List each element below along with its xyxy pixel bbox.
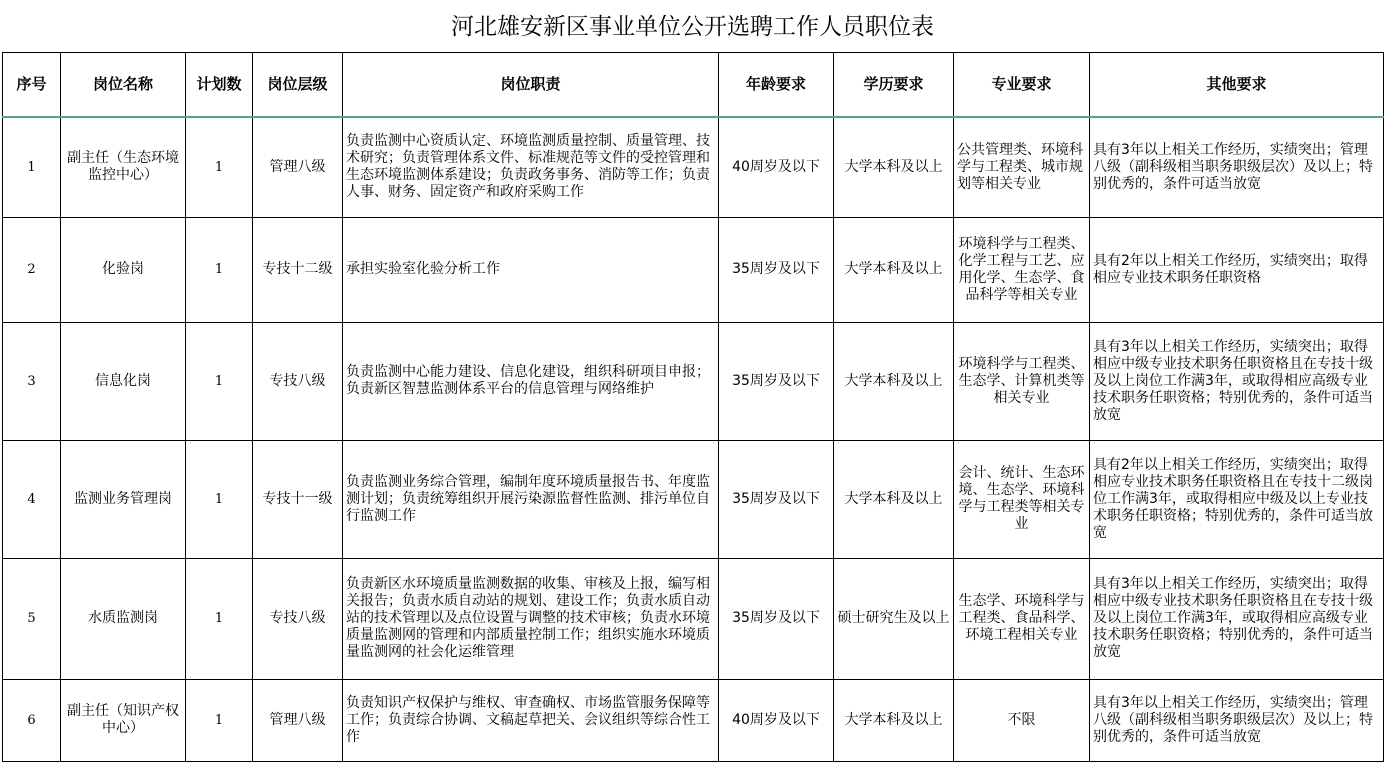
cell-major[interactable]: 公共管理类、环境科学与工程类、城市规划等相关专业	[954, 117, 1090, 217]
cell-position[interactable]: 监测业务管理岗	[61, 440, 186, 558]
cell-age[interactable]: 35周岁及以下	[719, 322, 834, 440]
cell-count[interactable]: 1	[186, 217, 253, 322]
cell-other[interactable]: 具有3年以上相关工作经历，实绩突出；取得相应中级专业技术职务任职资格且在专技十级及以上岗位工作满3年，或取得相应高级专业技术职务任职资格；特别优秀的，条件可适当放宽	[1090, 558, 1384, 679]
cell-edu[interactable]: 大学本科及以上	[834, 117, 954, 217]
cell-level[interactable]: 管理八级	[253, 679, 343, 761]
cell-age[interactable]: 40周岁及以下	[719, 679, 834, 761]
cell-other[interactable]: 具有3年以上相关工作经历，实绩突出；管理八级（副科级相当职务职级层次）及以上；特别优秀的，条件可适当放宽	[1090, 117, 1384, 217]
cell-duty[interactable]: 负责监测中心资质认定、环境监测质量控制、质量管理、技术研究；负责管理体系文件、标准规范等文件的受控管理和生态环境监测体系建设；负责政务事务、消防等工作；负责人事、财务、固定资产和政府采购工作	[343, 117, 719, 217]
header-position[interactable]: 岗位名称	[61, 53, 186, 118]
cell-other[interactable]: 具有3年以上相关工作经历，实绩突出；管理八级（副科级相当职务职级层次）及以上；特别优秀的，条件可适当放宽	[1090, 679, 1384, 761]
header-row	[3, 53, 1384, 118]
positions-table	[2, 52, 1384, 762]
cell-count[interactable]: 1	[186, 117, 253, 217]
cell-other[interactable]: 具有3年以上相关工作经历，实绩突出；取得相应中级专业技术职务任职资格且在专技十级及以上岗位工作满3年，或取得相应高级专业技术职务任职资格；特别优秀的，条件可适当放宽	[1090, 322, 1384, 440]
cell-position[interactable]: 信息化岗	[61, 322, 186, 440]
cell-count[interactable]: 1	[186, 679, 253, 761]
cell-edu[interactable]: 大学本科及以上	[834, 440, 954, 558]
header-no[interactable]: 序号	[3, 53, 61, 118]
table-row	[3, 558, 1384, 679]
cell-count[interactable]: 1	[186, 558, 253, 679]
cell-edu[interactable]: 大学本科及以上	[834, 217, 954, 322]
cell-position[interactable]: 化验岗	[61, 217, 186, 322]
header-duty[interactable]: 岗位职责	[343, 53, 719, 118]
cell-no[interactable]: 2	[3, 217, 61, 322]
cell-age[interactable]: 35周岁及以下	[719, 217, 834, 322]
table-row	[3, 440, 1384, 558]
cell-duty[interactable]: 负责监测业务综合管理，编制年度环境质量报告书、年度监测计划；负责统筹组织开展污染源监督性监测、排污单位自行监测工作	[343, 440, 719, 558]
cell-level[interactable]: 专技八级	[253, 558, 343, 679]
cell-position[interactable]: 副主任（生态环境监控中心）	[61, 117, 186, 217]
header-major[interactable]: 专业要求	[954, 53, 1090, 118]
cell-level[interactable]: 专技十一级	[253, 440, 343, 558]
cell-level[interactable]: 专技八级	[253, 322, 343, 440]
cell-count[interactable]: 1	[186, 322, 253, 440]
header-other[interactable]: 其他要求	[1090, 53, 1384, 118]
cell-major[interactable]: 环境科学与工程类、生态学、计算机类等相关专业	[954, 322, 1090, 440]
cell-position[interactable]: 副主任（知识产权中心）	[61, 679, 186, 761]
cell-duty[interactable]: 负责知识产权保护与维权、审查确权、市场监管服务保障等工作；负责综合协调、文稿起草把关、会议组织等综合性工作	[343, 679, 719, 761]
cell-major[interactable]: 不限	[954, 679, 1090, 761]
cell-no[interactable]: 4	[3, 440, 61, 558]
cell-position[interactable]: 水质监测岗	[61, 558, 186, 679]
header-count[interactable]: 计划数	[186, 53, 253, 118]
table-row	[3, 679, 1384, 761]
cell-edu[interactable]: 大学本科及以上	[834, 679, 954, 761]
table-row	[3, 117, 1384, 217]
cell-no[interactable]: 5	[3, 558, 61, 679]
cell-level[interactable]: 管理八级	[253, 117, 343, 217]
cell-major[interactable]: 生态学、环境科学与工程类、食品科学、环境工程相关专业	[954, 558, 1090, 679]
header-age[interactable]: 年龄要求	[719, 53, 834, 118]
cell-age[interactable]: 35周岁及以下	[719, 558, 834, 679]
table-row	[3, 217, 1384, 322]
cell-no[interactable]: 1	[3, 117, 61, 217]
cell-no[interactable]: 3	[3, 322, 61, 440]
cell-other[interactable]: 具有2年以上相关工作经历，实绩突出；取得相应专业技术职务任职资格且在专技十二级岗位工作满3年，或取得相应中级及以上专业技术职务任职资格；特别优秀的，条件可适当放宽	[1090, 440, 1384, 558]
cell-edu[interactable]: 硕士研究生及以上	[834, 558, 954, 679]
cell-age[interactable]: 35周岁及以下	[719, 440, 834, 558]
cell-age[interactable]: 40周岁及以下	[719, 117, 834, 217]
cell-count[interactable]: 1	[186, 440, 253, 558]
cell-duty[interactable]: 负责新区水环境质量监测数据的收集、审核及上报，编写相关报告；负责水质自动站的规划、建设工作；负责水质自动站的技术管理以及点位设置与调整的技术审核；负责水环境质量监测网的管理和内部质量控制工作；组织实施水环境质量监测网的社会化运维管理	[343, 558, 719, 679]
header-edu[interactable]: 学历要求	[834, 53, 954, 118]
cell-level[interactable]: 专技十二级	[253, 217, 343, 322]
cell-edu[interactable]: 大学本科及以上	[834, 322, 954, 440]
header-level[interactable]: 岗位层级	[253, 53, 343, 118]
cell-duty[interactable]: 负责监测中心能力建设、信息化建设，组织科研项目申报；负责新区智慧监测体系平台的信息管理与网络维护	[343, 322, 719, 440]
cell-major[interactable]: 环境科学与工程类、化学工程与工艺、应用化学、生态学、食品科学等相关专业	[954, 217, 1090, 322]
page-title: 河北雄安新区事业单位公开选聘工作人员职位表	[451, 14, 934, 40]
cell-other[interactable]: 具有2年以上相关工作经历，实绩突出；取得相应专业技术职务任职资格	[1090, 217, 1384, 322]
cell-duty[interactable]: 承担实验室化验分析工作	[343, 217, 719, 322]
table-row	[3, 322, 1384, 440]
cell-no[interactable]: 6	[3, 679, 61, 761]
cell-major[interactable]: 会计、统计、生态环境、生态学、环境科学与工程类等相关专业	[954, 440, 1090, 558]
